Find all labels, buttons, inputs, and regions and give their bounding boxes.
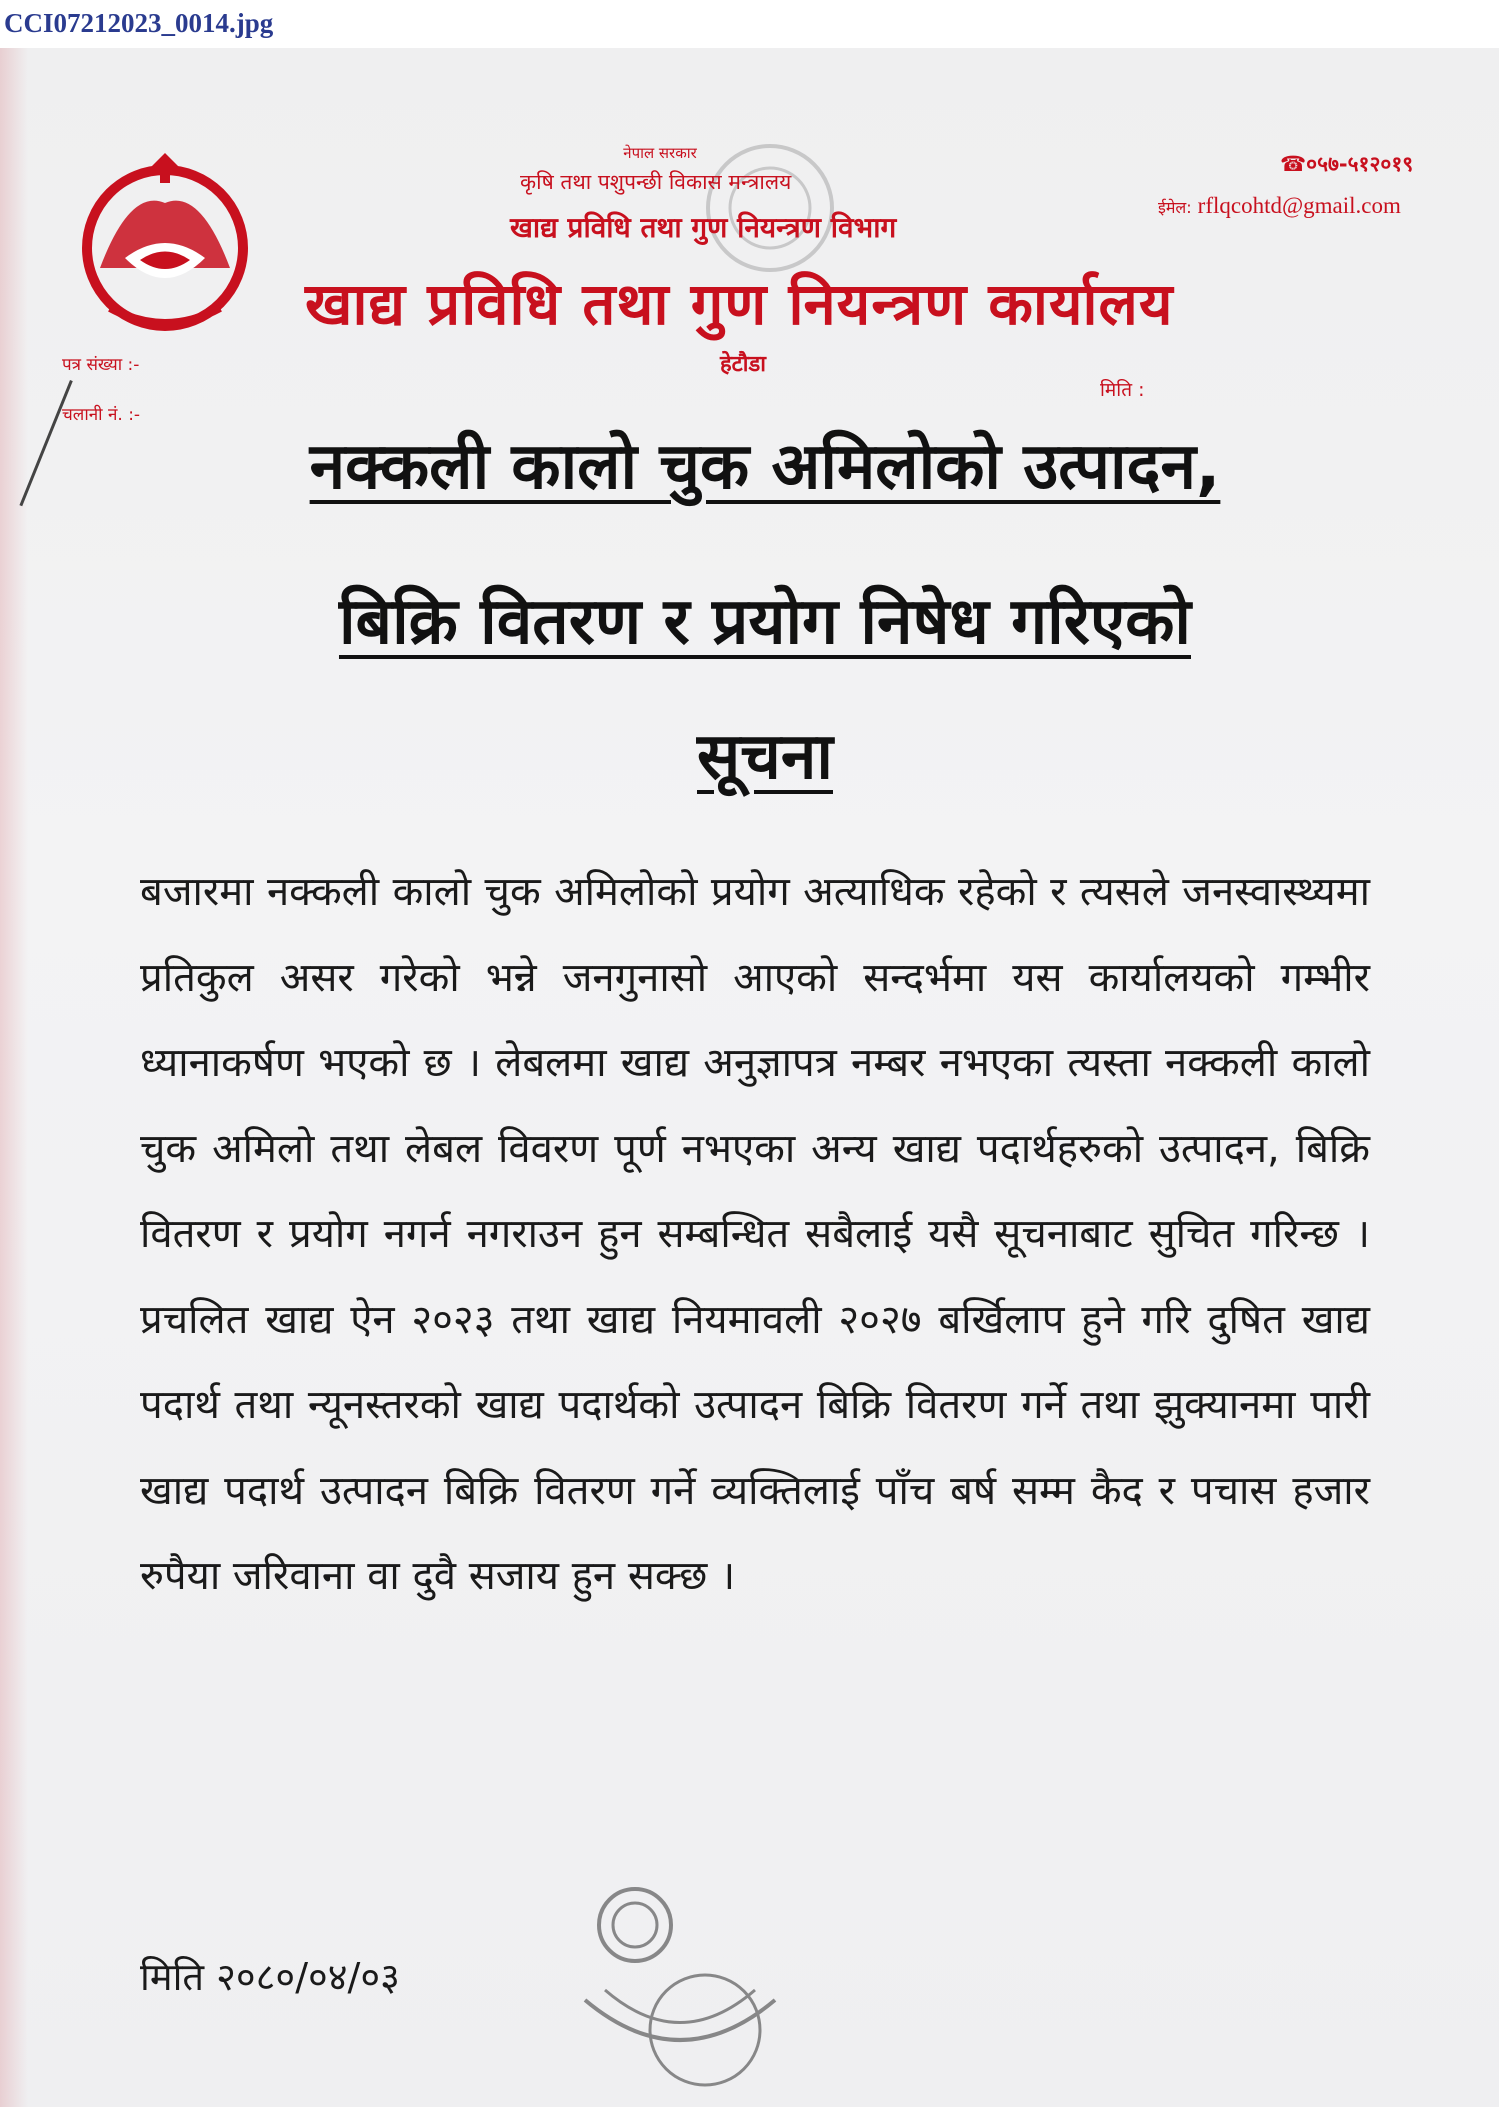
letterhead-email <box>1158 193 1401 219</box>
notice-title-line-2: बिक्रि वितरण र प्रयोग निषेध गरिएको <box>338 585 1191 659</box>
letterhead-department: खाद्य प्रविधि तथा गुण नियन्त्रण विभाग <box>510 211 897 244</box>
notice-date: मिति २०८०/०४/०३ <box>140 1955 400 1999</box>
letter-number-label: पत्र संख्या :- <box>62 355 140 375</box>
email-value: rflqcohtd@gmail.com <box>1197 193 1401 218</box>
letterhead-ministry: कृषि तथा पशुपन्छी विकास मन्त्रालय <box>520 170 792 194</box>
header-date-label: मिति : <box>1100 379 1145 401</box>
dispatch-number-label: चलानी नं. :- <box>62 405 141 425</box>
notice-title-line-1: नक्कली कालो चुक अमिलोको उत्पादन, <box>309 430 1221 504</box>
notice-title-line-3: सूचना <box>697 720 833 794</box>
letterhead-office: खाद्य प्रविधि तथा गुण नियन्त्रण कार्यालय <box>305 270 1174 338</box>
letterhead-phone: ☎०५७-५१२०१९ <box>1280 152 1414 176</box>
paper-edge-stain <box>0 48 28 2107</box>
letterhead-city: हेटौडा <box>720 352 766 377</box>
nepal-emblem-icon <box>70 148 260 338</box>
office-seal-icon <box>575 1880 785 2095</box>
letterhead-government: नेपाल सरकार <box>623 144 697 162</box>
email-label: ईमेल: <box>1158 198 1192 217</box>
notice-body: बजारमा नक्कली कालो चुक अमिलोको प्रयोग अत्याधिक रहेको र त्यसले जनस्वास्थ्यमा प्रतिकुल असर गरेको भन्ने जनगुनासो आएको सन्दर्भमा यस कार्यालयको गम्भीर ध्यानाकर्षण भएको छ । लेबलमा खाद्य अनुज्ञापत्र नम्बर नभएका त्यस्ता नक्कली कालो चुक अमिलो तथा लेबल विवरण पूर्ण नभएका अन्य खाद्य पदार्थहरुको उत्पादन, बिक्रि वितरण र प्रयोग नगर्न नगराउन हुन सम्बन्धित सबैलाई यसै सूचनाबाट सुचित गरिन्छ । प्रचलित खाद्य ऐन २०२३ तथा खाद्य नियमावली २०२७ बर्खिलाप हुने गरि दुषित खाद्य पदार्थ तथा न्यूनस्तरको खाद्य पदार्थको उत्पादन बिक्रि वितरण गर्ने तथा झुक्यानमा पारी खाद्य पदार्थ उत्पादन बिक्रि वितरण गर्ने व्यक्तिलाई पाँच बर्ष सम्म कैद र पचास हजार रुपैया जरिवाना वा दुवै सजाय हुन सक्छ । <box>140 869 1370 1599</box>
file-name-label: CCI07212023_0014.jpg <box>4 8 274 38</box>
